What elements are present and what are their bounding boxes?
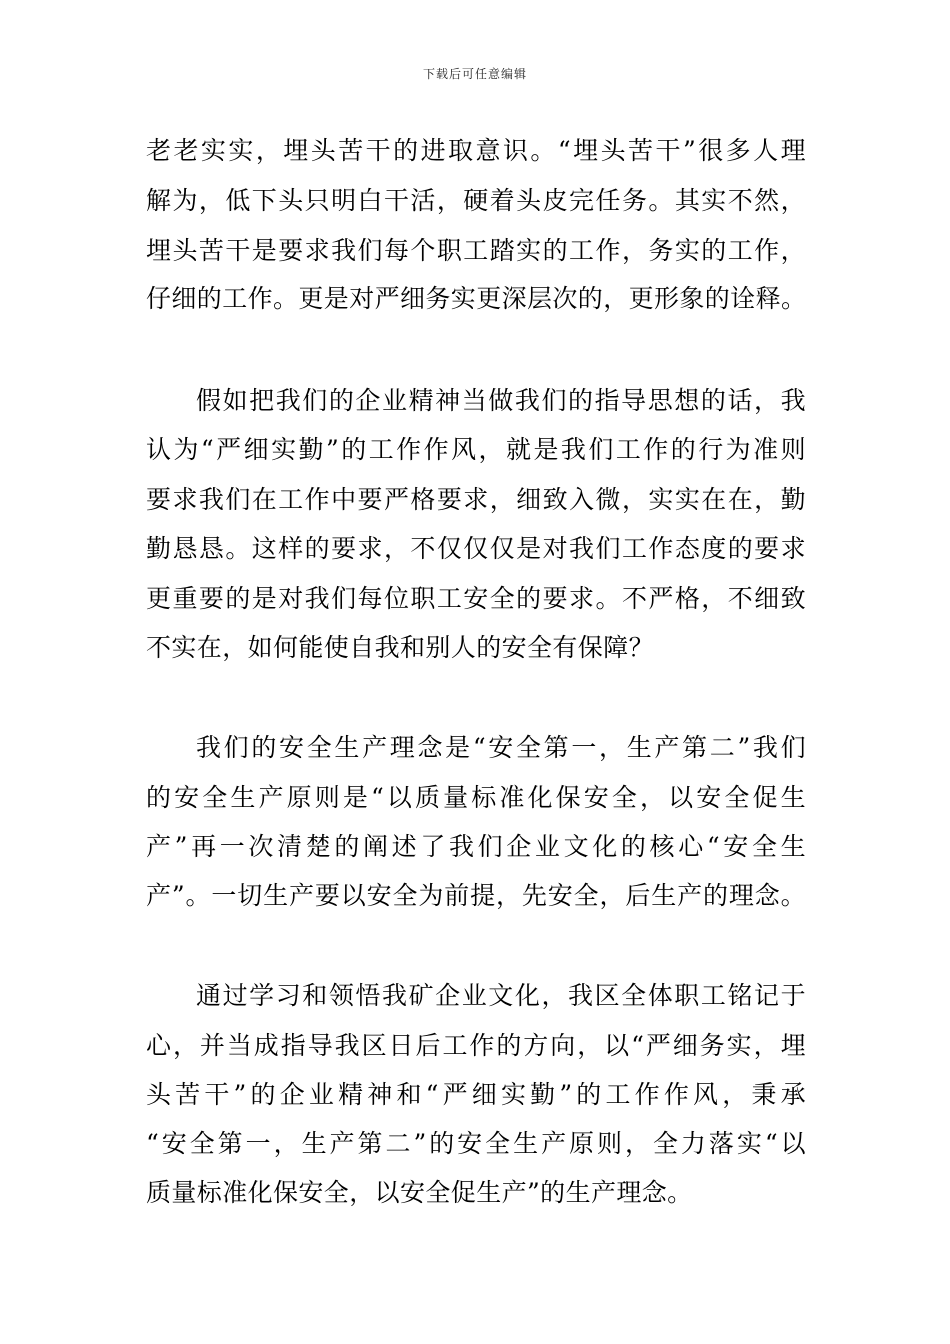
paragraph-2-line-2: 认为“严细实勤”的工作作风，就是我们工作的行为准则 xyxy=(146,435,806,464)
paragraph-4-line-3: 头苦干”的企业精神和“严细实勤”的工作作风，秉承 xyxy=(146,1080,806,1109)
header-note: 下载后可任意编辑 xyxy=(422,67,527,81)
paragraph-2-line-4: 勤恳恳。这样的要求，不仅仅仅是对我们工作态度的要求 xyxy=(146,534,806,563)
paragraph-4-line-4: “安全第一，生产第二”的安全生产原则，全力落实“以 xyxy=(146,1129,806,1158)
paragraph-3-line-4: 产”。一切生产要以安全为前提，先安全，后生产的理念。 xyxy=(146,881,806,910)
paragraph-4-line-2: 心，并当成指导我区日后工作的方向，以“严细务实，埋 xyxy=(146,1031,806,1060)
paragraph-1-line-3: 埋头苦干是要求我们每个职工踏实的工作，务实的工作， xyxy=(146,236,806,265)
paragraph-2-line-1: 假如把我们的企业精神当做我们的指导思想的话，我 xyxy=(196,386,806,415)
paragraph-3-line-3: 产”再一次清楚的阐述了我们企业文化的核心“安全生 xyxy=(146,832,806,861)
paragraph-2-line-5: 更重要的是对我们每位职工安全的要求。不严格，不细致 xyxy=(146,584,806,613)
paragraph-2-line-6: 不实在，如何能使自我和别人的安全有保障？ xyxy=(146,633,655,662)
paragraph-2-line-3: 要求我们在工作中要严格要求，细致入微，实实在在，勤 xyxy=(146,485,806,514)
paragraph-1-line-2: 解为，低下头只明白干活，硬着头皮完任务。其实不然， xyxy=(146,186,806,215)
paragraph-4-line-5: 质量标准化保安全，以安全促生产”的生产理念。 xyxy=(146,1178,693,1207)
paragraph-3-line-1: 我们的安全生产理念是“安全第一，生产第二”我们 xyxy=(196,733,806,762)
paragraph-1-line-1: 老老实实，埋头苦干的进取意识。“埋头苦干”很多人理 xyxy=(146,136,806,165)
paragraph-4-line-1: 通过学习和领悟我矿企业文化，我区全体职工铭记于 xyxy=(196,981,806,1010)
paragraph-3-line-2: 的安全生产原则是“以质量标准化保安全，以安全促生 xyxy=(146,783,806,812)
paragraph-1-line-4: 仔细的工作。更是对严细务实更深层次的，更形象的诠释。 xyxy=(146,284,807,313)
